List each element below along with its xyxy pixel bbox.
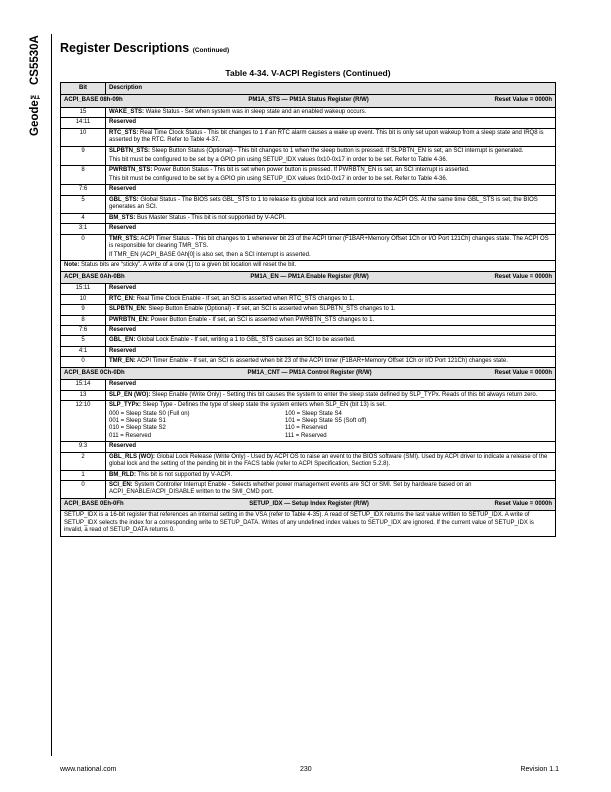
- description-paragraph: [109, 215, 552, 222]
- bit-field-row: [61, 234, 556, 261]
- bit-field-row: [61, 315, 556, 325]
- description-text: Real Time Clock Enable - If set, an SCI is asserted when RTC_STS changes to 1.: [135, 295, 355, 302]
- footer-website: www.national.com: [60, 766, 117, 773]
- bit-field-row: [61, 401, 556, 442]
- sleep-type-option: 011 = Reserved: [109, 432, 152, 439]
- bit-range: 7:6: [61, 326, 106, 336]
- bit-range: 7:6: [61, 185, 106, 195]
- description-paragraph: [109, 109, 552, 116]
- bit-description: [106, 294, 556, 304]
- bit-description: [106, 128, 556, 146]
- bit-field-row: [61, 128, 556, 146]
- sleep-type-option: 100 = Sleep State S4: [285, 410, 342, 417]
- bit-range: 3:1: [61, 224, 106, 234]
- bit-field-row: [61, 195, 556, 213]
- bit-description: [106, 213, 556, 223]
- description-paragraph: [109, 306, 552, 313]
- bit-description: [106, 234, 556, 261]
- bit-range: 13: [61, 390, 106, 400]
- bit-range: 8: [61, 315, 106, 325]
- bit-description: [106, 481, 556, 499]
- bit-range: 2: [61, 452, 106, 470]
- description-paragraph: [109, 472, 552, 479]
- bit-field-row: [61, 326, 556, 336]
- bit-range: 9: [61, 146, 106, 165]
- bit-field-row: [61, 118, 556, 128]
- description-text: This bit must be configured to be set by a GPIO pin using SETUP_IDX values 0x10-0x17 in order to be set. Refer to Table 4-36.: [109, 156, 448, 163]
- description-text: Global Lock Enable - If set, writing a 1 to GBL_STS causes an SCI to be asserted.: [135, 337, 356, 344]
- register-table-body: [61, 95, 556, 536]
- description-text: Real Time Clock Status - This bit changes to 1 if an RTC alarm causes a wake up event. This bit is only set upon wakeup from a sleep state and IRQ8 is asserted by the RTC. Refer to Table 4-37.: [109, 129, 544, 144]
- description-paragraph: [109, 402, 552, 409]
- footer-page-number: 230: [300, 766, 312, 773]
- field-name: GBL_RLS (WO):: [109, 453, 155, 460]
- register-header: [64, 97, 552, 104]
- bit-description: [106, 452, 556, 470]
- description-paragraph: [109, 454, 552, 469]
- description-paragraph: [109, 337, 552, 344]
- description-text: Sleep Button Enable (Optional) - If set, an SCI is asserted when SLPBTN_STS changes to 1.: [146, 306, 396, 313]
- bit-field-row: [61, 346, 556, 356]
- sleep-type-options: [109, 411, 552, 441]
- description-text: Sleep Type - Defines the type of sleep state the system enters when SLP_EN (bit 13) is set.: [141, 402, 387, 409]
- description-paragraph: [109, 148, 552, 155]
- bit-range: 10: [61, 294, 106, 304]
- bit-range: 15:11: [61, 284, 106, 294]
- bit-field-row: [61, 452, 556, 470]
- note-cell: [61, 261, 556, 271]
- bit-range: 5: [61, 195, 106, 213]
- reserved-label: Reserved: [106, 346, 556, 356]
- field-name: SCI_EN:: [109, 482, 133, 488]
- field-name: SLPBTN_EN:: [109, 306, 147, 313]
- bit-description: [106, 305, 556, 315]
- description-text: This bit is not supported by V-ACPI.: [136, 471, 233, 478]
- bit-description: [106, 146, 556, 165]
- register-reset-value: Reset Value = 0000h: [494, 500, 552, 507]
- field-name: GBL_EN:: [109, 337, 136, 344]
- register-header-row: [61, 367, 556, 379]
- register-header: [64, 370, 552, 377]
- sleep-type-option: 111 = Reserved: [285, 432, 327, 439]
- reserved-label: Reserved: [106, 118, 556, 128]
- register-header-cell: [61, 498, 556, 510]
- table-title: Table 4-34. V-ACPI Registers (Continued): [225, 68, 391, 78]
- field-name: PWRBTN_EN:: [109, 316, 149, 323]
- sleep-type-option: 010 = Sleep State S2: [109, 425, 166, 432]
- field-name: WAKE_STS:: [109, 108, 145, 115]
- bit-range: 12:10: [61, 401, 106, 442]
- bit-range: 5: [61, 336, 106, 346]
- description-text: ACPI Timer Status - This bit changes to 1 whenever bit 23 of the ACPI timer (F1BAR+Memory Offset 1Ch or I/O Port 121Ch) changes state. The ACPI OS is responsible for clearing TMR_STS.: [109, 235, 549, 249]
- description-text: Bus Master Status - This bit is not supported by V-ACPI.: [135, 214, 286, 221]
- sleep-type-option: 001 = Sleep State S1: [109, 417, 166, 424]
- register-header-cell: [61, 367, 556, 379]
- description-text: Sleep Button Status (Optional) - This bit changes to 1 when the sleep button is pressed. If SLPBTN_EN is set, an SCI interrupt is generated.: [150, 147, 524, 154]
- bit-field-row: [61, 305, 556, 315]
- table-header-row: [61, 83, 556, 95]
- bit-field-row: [61, 146, 556, 165]
- reserved-label: Reserved: [106, 326, 556, 336]
- field-name: TMR_STS:: [109, 235, 139, 242]
- register-table: [60, 82, 556, 537]
- bit-description: [106, 357, 556, 367]
- description-text: This bit must be configured to be set by a GPIO pin using SETUP_IDX values 0x10-0x17 in order to be set. Refer to Table 4-36.: [109, 175, 448, 182]
- bit-range: 9: [61, 305, 106, 315]
- bit-field-row: [61, 294, 556, 304]
- bit-field-row: [61, 224, 556, 234]
- reserved-label: Reserved: [106, 380, 556, 390]
- section-heading: [60, 41, 229, 55]
- bit-range: 4:1: [61, 346, 106, 356]
- register-offset: ACPI_BASE 0Ch-0Dh: [64, 369, 125, 376]
- bit-description: [106, 166, 556, 185]
- register-header: [64, 501, 552, 508]
- register-reset-value: Reset Value = 0000h: [494, 369, 552, 376]
- side-divider: [51, 34, 52, 756]
- bit-field-row: [61, 107, 556, 117]
- description-text: Global Status - The BIOS sets GBL_STS to 1 to release its global lock and return control to the ACPI OS. At the same time GBL_STS is set, the BIOS generates an SCI.: [109, 196, 538, 211]
- field-name: TMR_EN:: [109, 358, 136, 365]
- bit-range: 0: [61, 357, 106, 367]
- bit-range: 9:3: [61, 442, 106, 452]
- register-reset-value: Reset Value = 0000h: [494, 273, 552, 280]
- description-text: Power Button Status - This bit is set when power button is pressed. If PWRBTN_EN is set, an SCI interrupt is asserted.: [152, 167, 470, 173]
- register-header-cell: [61, 95, 556, 107]
- bit-field-row: [61, 481, 556, 499]
- bit-field-row: [61, 390, 556, 400]
- description-paragraph: [109, 252, 552, 259]
- bit-description: [106, 195, 556, 213]
- register-header-row: [61, 95, 556, 107]
- description-text: Power Button Enable - If set, an SCI is asserted when PWRBTN_STS changes to 1.: [149, 316, 375, 323]
- bit-range: 8: [61, 166, 106, 185]
- field-name: RTC_EN:: [109, 295, 136, 302]
- bit-description: [106, 390, 556, 400]
- bit-field-row: [61, 442, 556, 452]
- sleep-type-option: 101 = Sleep State S5 (Soft off): [285, 417, 367, 424]
- register-name: SETUP_IDX — Setup Index Register (R/W): [249, 500, 369, 507]
- description-paragraph: [109, 482, 552, 497]
- bit-field-row: [61, 380, 556, 390]
- bit-description: [106, 315, 556, 325]
- description-paragraph: [109, 197, 552, 212]
- register-header-cell: [61, 271, 556, 283]
- sleep-type-option: 000 = Sleep State S0 (Full on): [109, 410, 190, 417]
- bit-description: [106, 336, 556, 346]
- bit-range: 0: [61, 481, 106, 499]
- section-continued: (Continued): [192, 47, 230, 54]
- description-paragraph: [109, 392, 552, 399]
- register-description: SETUP_IDX is a 16-bit register that references an internal setting in the VSA (refer to Table 4-35). A read of SETUP_IDX returns the last value written to SETUP_IDX. A write of SETUP_IDX selects the index for a corresponding write to SETUP_DATA. Writes of any undefined index values to SETUP_IDX are ignored. If the current value of SETUP_IDX is invalid, a read of SETUP_DATA returns 0.: [61, 511, 556, 536]
- bit-field-row: [61, 185, 556, 195]
- reserved-label: Reserved: [106, 284, 556, 294]
- register-header: [64, 274, 552, 281]
- side-label-product: Geode™ CS5530A: [29, 35, 41, 136]
- register-offset: ACPI_BASE 0Eh-0Fh: [64, 500, 124, 507]
- column-header-description: Description: [106, 83, 556, 95]
- description-paragraph: [109, 358, 552, 365]
- bit-range: 0: [61, 234, 106, 261]
- bit-description: [106, 470, 556, 480]
- description-text: Wake Status - Set when system was in sleep state and an enabled wakeup occurs.: [144, 108, 367, 115]
- register-header-row: [61, 271, 556, 283]
- description-paragraph: [109, 317, 552, 324]
- description-paragraph: [109, 176, 552, 183]
- bit-field-row: [61, 470, 556, 480]
- field-name: SLP_EN (WO):: [109, 391, 151, 398]
- bit-field-row: [61, 336, 556, 346]
- bit-range: 1: [61, 470, 106, 480]
- field-name: PWRBTN_STS:: [109, 167, 153, 173]
- field-name: BM_STS:: [109, 214, 136, 221]
- description-text: System Controller Interrupt Enable - Selects whether power management events are SCI or SMI. Set by hardware based on an ACPI_ENABLE/ACPI_DISABLE written to the SMI_CMD port.: [109, 482, 472, 496]
- note-row: [61, 261, 556, 271]
- bit-field-row: [61, 284, 556, 294]
- field-name: GBL_STS:: [109, 196, 139, 203]
- bit-range: 15: [61, 107, 106, 117]
- description-paragraph: [109, 130, 552, 145]
- bit-field-row: [61, 357, 556, 367]
- field-name: SLP_TYPx:: [109, 402, 142, 409]
- register-name: PM1A_EN — PM1A Enable Register (R/W): [250, 273, 369, 280]
- section-title: Register Descriptions: [60, 41, 190, 55]
- bit-field-row: [61, 213, 556, 223]
- bit-description: [106, 401, 556, 442]
- description-paragraph: [109, 236, 552, 251]
- register-header-row: [61, 498, 556, 510]
- bit-range: 4: [61, 213, 106, 223]
- footer-revision: Revision 1.1: [520, 766, 559, 773]
- reserved-label: Reserved: [106, 442, 556, 452]
- description-paragraph: [109, 157, 552, 164]
- description-text: Global Lock Release (Write Only) - Used by ACPI OS to raise an event to the BIOS software (SMI). Used by ACPI driver to indicate a release of the global lock and the setting of the pending bit in the FACS table (refer to ACPI Specification, Section 5.2.8).: [109, 453, 548, 468]
- column-header-bit: Bit: [61, 83, 106, 95]
- field-name: BM_RLD:: [109, 471, 136, 478]
- note-label: Note:: [64, 262, 80, 269]
- register-offset: ACPI_BASE 0Ah-0Bh: [64, 273, 125, 280]
- note-text: Status bits are “sticky”. A write of a one (1) to a given bit location will reset the bit.: [79, 262, 297, 269]
- field-name: SLPBTN_STS:: [109, 147, 151, 154]
- register-name: PM1A_STS — PM1A Status Register (R/W): [248, 97, 369, 104]
- bit-range: 10: [61, 128, 106, 146]
- reserved-label: Reserved: [106, 224, 556, 234]
- description-text: ACPI Timer Enable - If set, an SCI is asserted when bit 23 of the ACPI timer (F1BAR+Memory Offset 1Ch or I/O Port 121Ch) changes state.: [135, 358, 508, 365]
- description-paragraph: [109, 167, 552, 174]
- register-name: PM1A_CNT — PM1A Control Register (R/W): [247, 369, 372, 376]
- register-reset-value: Reset Value = 0000h: [494, 97, 552, 104]
- description-paragraph: [109, 296, 552, 303]
- bit-range: 14:11: [61, 118, 106, 128]
- reserved-label: Reserved: [106, 185, 556, 195]
- register-offset: ACPI_BASE 08h-09h: [64, 97, 123, 104]
- description-text: If TMR_EN (ACPI_BASE 0Ah[0] is also set, then a SCI interrupt is asserted.: [109, 251, 311, 258]
- bit-field-row: [61, 166, 556, 185]
- description-text: Sleep Enable (Write Only) - Setting this bit causes the system to enter the sleep state defined by SLP_TYPx. Reads of this bit always return zero.: [150, 391, 538, 398]
- bit-description: [106, 107, 556, 117]
- register-text-row: [61, 511, 556, 536]
- bit-range: 15:14: [61, 380, 106, 390]
- sleep-type-option: 110 = Reserved: [285, 425, 328, 432]
- field-name: RTC_STS:: [109, 129, 139, 136]
